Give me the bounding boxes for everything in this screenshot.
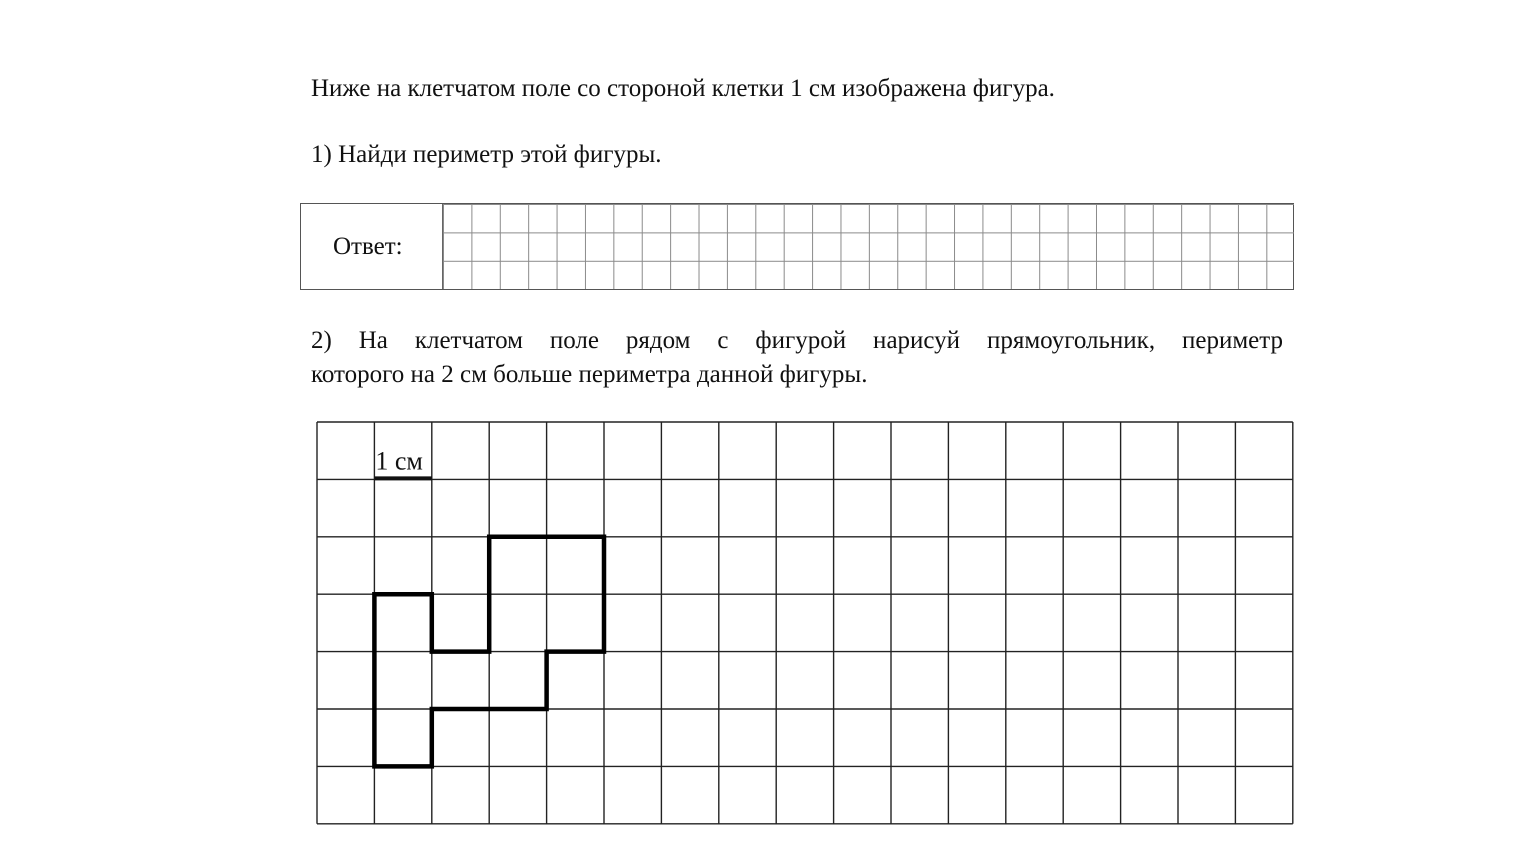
answer-label: Ответ: — [333, 233, 403, 260]
checkered-field[interactable] — [315, 420, 1295, 828]
answer-box — [300, 203, 1294, 290]
intro-text: Ниже на клетчатом поле со стороной клетки 1 см изображена фигура. — [311, 75, 1055, 102]
scale-label: 1 см — [375, 446, 423, 476]
task-2-text-line-1: 2) На клетчатом поле рядом с фигурой нарисуй прямоугольник, периметр — [311, 327, 1283, 354]
answer-input-cells[interactable] — [442, 204, 1294, 289]
grid-lines — [317, 422, 1293, 824]
task-2-text-line-2: которого на 2 см больше периметра данной фигуры. — [311, 361, 868, 388]
task-1-text: 1) Найди периметр этой фигуры. — [311, 141, 662, 168]
